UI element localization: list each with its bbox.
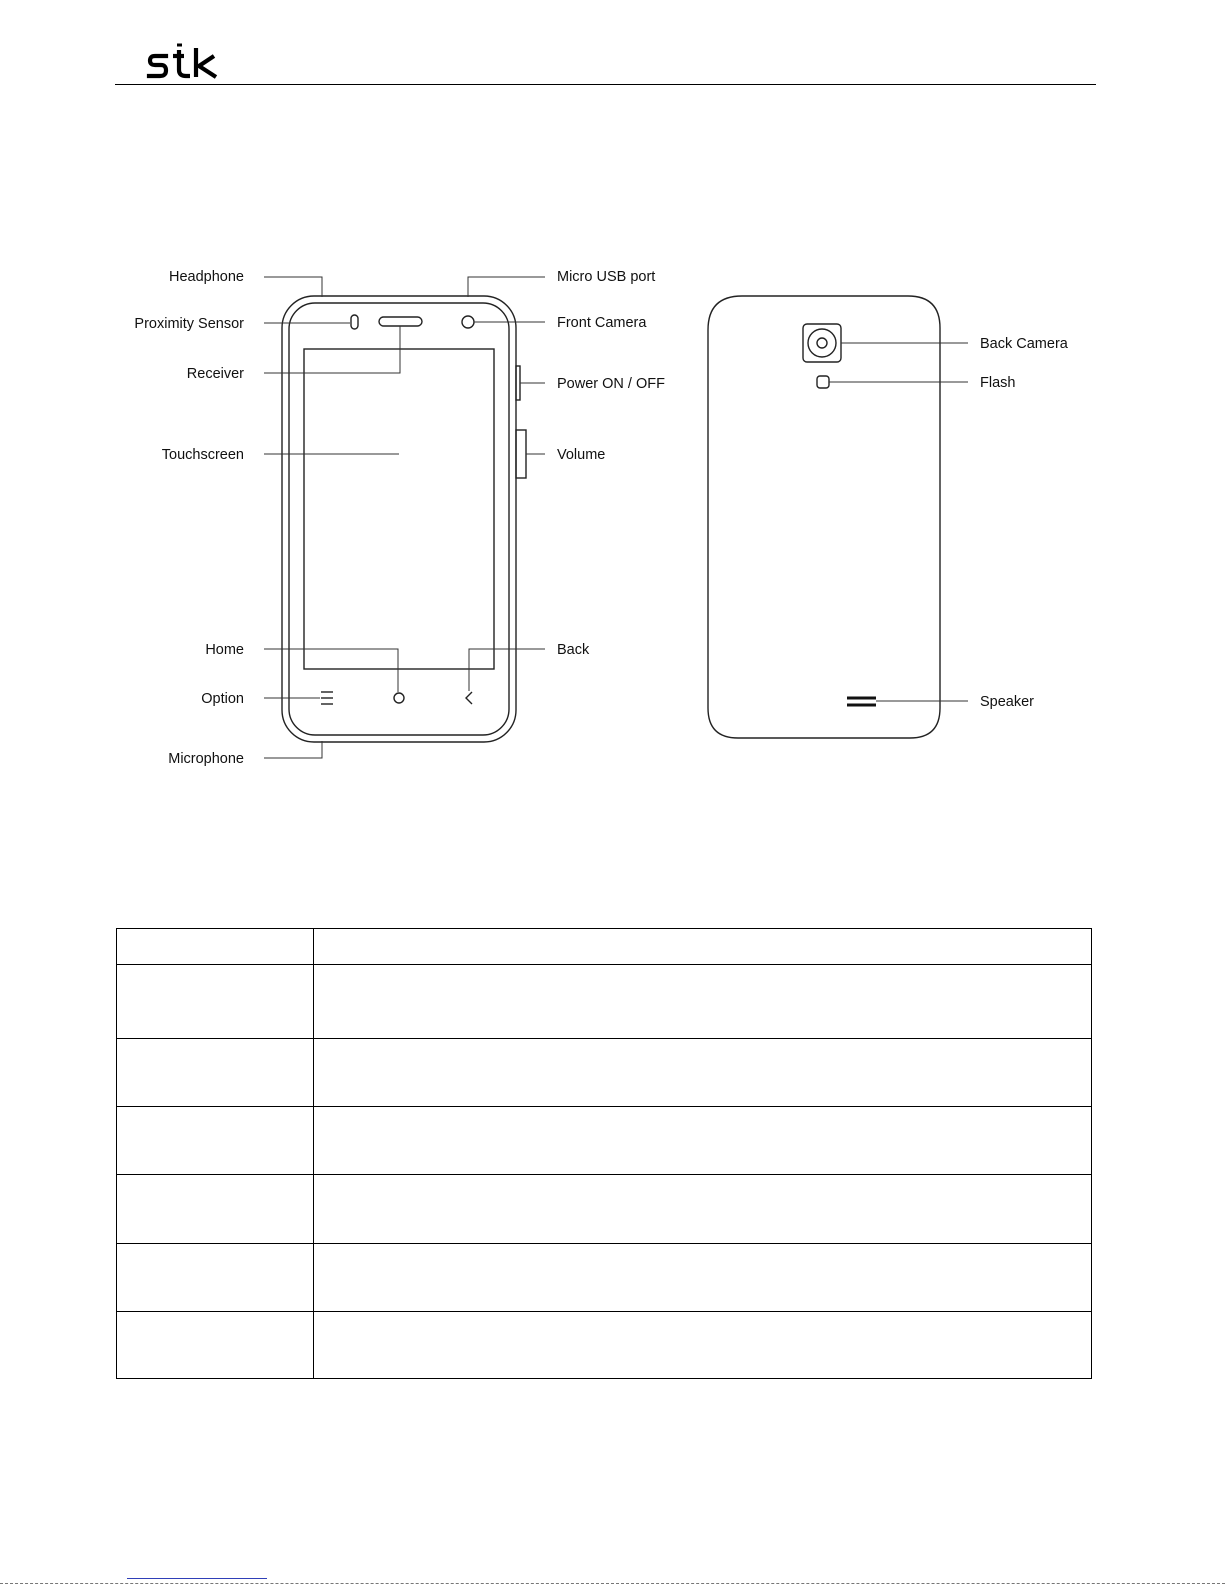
table-row — [117, 1175, 1092, 1244]
table-cell — [314, 1244, 1092, 1312]
table-header-row — [117, 929, 1092, 965]
table-cell — [117, 1244, 314, 1312]
touchscreen-area — [304, 349, 494, 669]
table-cell — [314, 1312, 1092, 1379]
table-row — [117, 1244, 1092, 1312]
table-cell — [314, 1107, 1092, 1175]
label-home: Home — [205, 642, 244, 658]
speaker-grille — [847, 698, 876, 705]
label-microphone: Microphone — [168, 751, 244, 767]
flash-icon — [817, 376, 829, 388]
table-cell — [117, 965, 314, 1039]
proximity-sensor-icon — [351, 315, 358, 329]
back-camera-lens-outer — [808, 329, 836, 357]
label-option: Option — [201, 691, 244, 707]
home-button-icon — [394, 693, 404, 703]
table-row — [117, 1039, 1092, 1107]
table-cell — [314, 965, 1092, 1039]
table-cell — [314, 1175, 1092, 1244]
label-touchscreen: Touchscreen — [161, 447, 244, 463]
footer-link-underline — [127, 1578, 267, 1579]
table-row — [117, 1312, 1092, 1379]
table-cell — [117, 1175, 314, 1244]
receiver-icon — [379, 317, 422, 326]
label-receiver: Receiver — [186, 366, 244, 382]
power-button — [516, 366, 520, 400]
label-speaker: Speaker — [980, 694, 1035, 710]
option-menu-icon — [321, 692, 333, 704]
front-camera-icon — [462, 316, 474, 328]
label-back: Back — [557, 642, 590, 658]
label-micro-usb: Micro USB port — [557, 269, 656, 285]
front-phone-outer — [282, 296, 516, 742]
table-cell — [117, 929, 314, 965]
back-camera-lens-inner — [817, 338, 827, 348]
table-cell — [314, 1039, 1092, 1107]
footer-dashed-rule — [0, 1583, 1225, 1584]
table-row — [117, 965, 1092, 1039]
label-front-camera: Front Camera — [557, 315, 647, 331]
keys-table — [116, 928, 1092, 1379]
table-cell — [117, 1039, 314, 1107]
label-back-camera: Back Camera — [980, 336, 1068, 352]
label-power: Power ON / OFF — [557, 376, 665, 392]
back-camera-module — [803, 324, 841, 362]
back-arrow-icon — [466, 692, 472, 704]
label-headphone: Headphone — [169, 269, 244, 285]
table-row — [117, 1107, 1092, 1175]
table-cell — [314, 929, 1092, 965]
label-volume: Volume — [557, 447, 606, 463]
table-cell — [117, 1107, 314, 1175]
front-phone-inner — [289, 303, 509, 735]
table-cell — [117, 1312, 314, 1379]
label-proximity-sensor: Proximity Sensor — [134, 316, 244, 332]
volume-button — [516, 430, 526, 478]
label-flash: Flash — [980, 375, 1016, 391]
